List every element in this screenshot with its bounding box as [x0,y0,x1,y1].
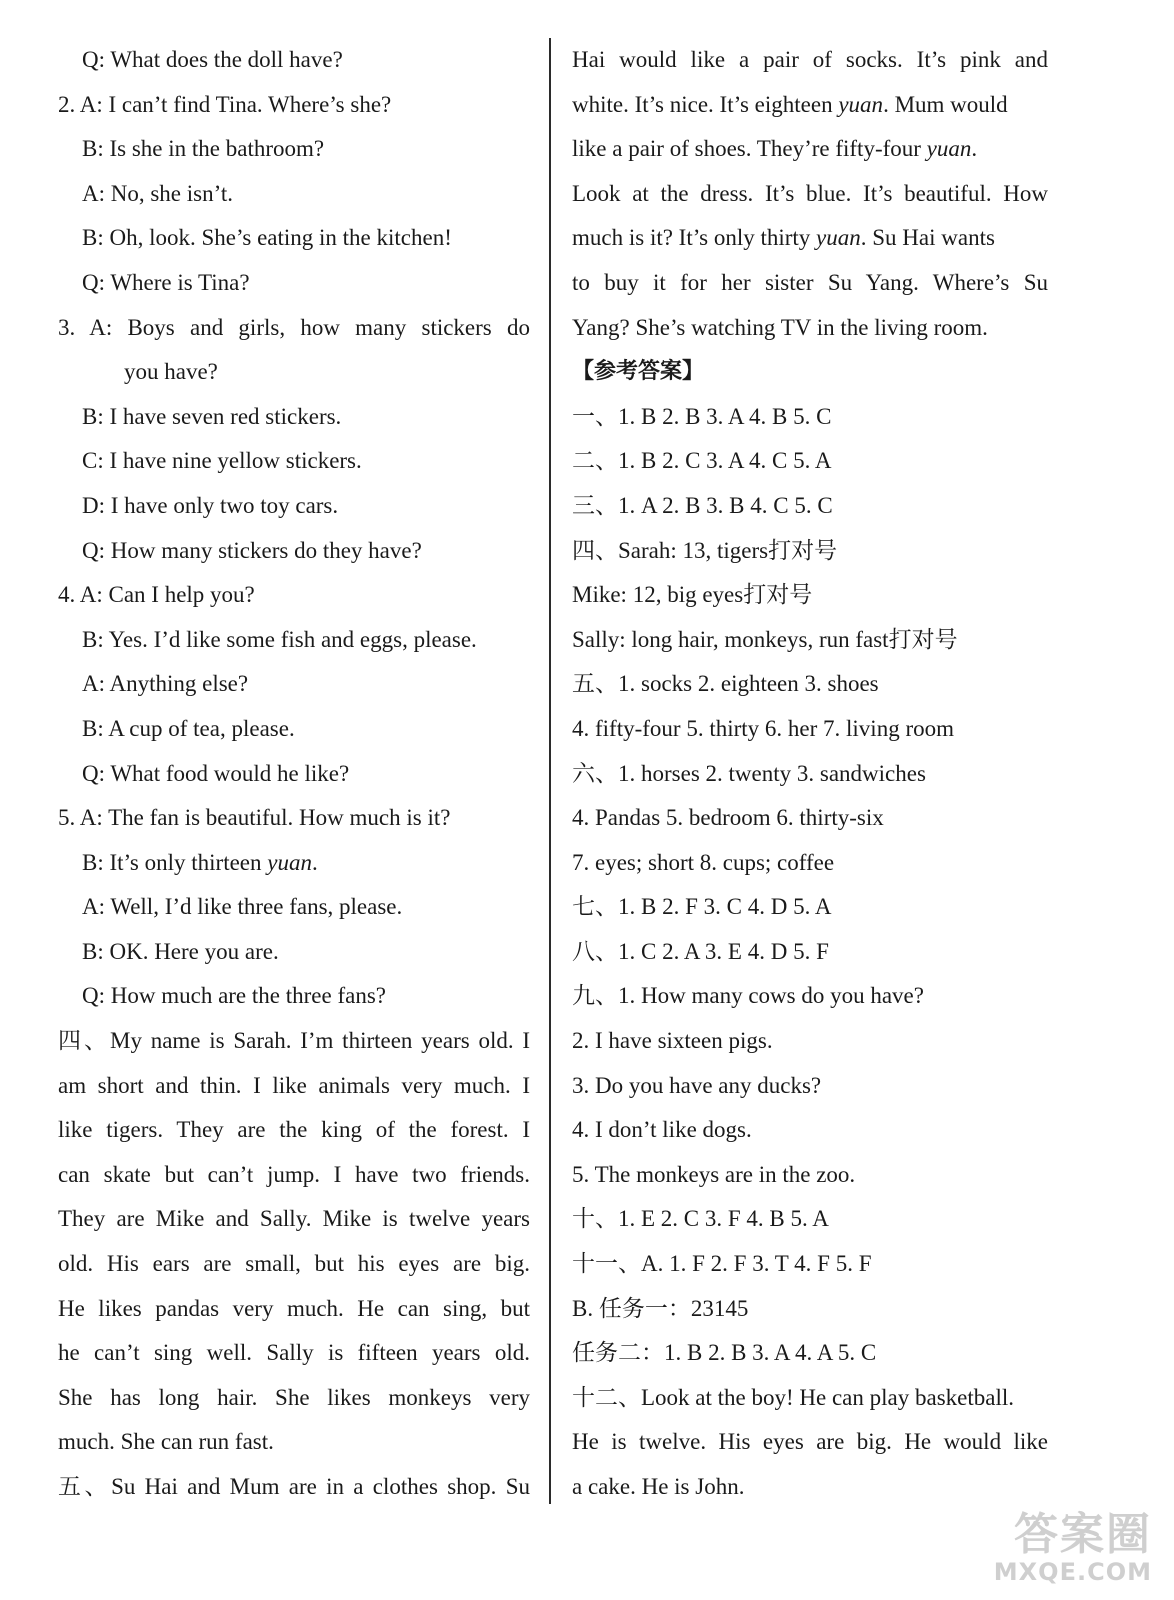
watermark-top-text: 答案圈 [1014,1509,1152,1560]
text-segment: Q: What does the doll have? [82,47,343,72]
text-segment: 4. A: Can I help you? [58,582,255,608]
text-segment: B: A cup of tea, please. [82,715,295,741]
text-segment: to buy it for her sister Su Yang. Where’s Su [572,269,1048,295]
text-line [58,395,530,440]
text-line [572,306,1048,351]
text-segment: Yang? She’s watching TV in the living room. [572,314,988,340]
text-segment: 一、1. B 2. B 3. A 4. B 5. C [572,403,832,429]
text-segment: Q: How much are the three fans? [82,983,386,1009]
text-line [58,1108,530,1153]
text-line [58,930,530,975]
text-segment: He likes pandas very much. He can sing, but [58,1295,530,1321]
text-segment: They are Mike and Sally. Mike is twelve years [58,1206,530,1232]
text-segment: D: I have only two toy cars. [82,492,339,518]
text-line [572,395,1048,440]
text-line [58,1420,530,1465]
text-segment: Q: Where is Tina? [82,269,250,295]
left-column [58,38,530,1510]
text-segment: like tigers. They are the king of the forest. I [58,1117,530,1143]
text-line [58,885,530,930]
text-segment: B. 任务一：23145 [572,1295,749,1321]
text-segment: a cake. He is John. [572,1474,745,1499]
text-segment: B: OK. Here you are. [82,938,279,964]
text-line [572,885,1048,930]
text-line [58,484,530,529]
text-segment: you have? [124,359,218,385]
text-segment: 十二、Look at the boy! He can play basketball. [572,1384,1014,1410]
text-line [572,662,1048,707]
text-line [58,1153,530,1198]
text-segment: B: Yes. I’d like some fish and eggs, please. [82,626,477,652]
text-segment: 5. A: The fan is beautiful. How much is it? [58,805,451,831]
text-segment: 4. I don’t like dogs. [572,1117,752,1143]
text-line [58,752,530,797]
text-segment: 4. Pandas 5. bedroom 6. thirty-six [572,805,884,831]
text-segment: B: Oh, look. She’s eating in the kitchen! [82,225,452,251]
text-line [58,1197,530,1242]
text-line [572,38,1048,83]
text-segment: much is it? It’s only thirty [572,225,817,251]
text-segment: old. His ears are small, but his eyes are big. [58,1251,530,1277]
text-line [572,127,1048,172]
text-line [58,1465,530,1510]
text-line [572,1242,1048,1287]
text-line [572,841,1048,886]
text-segment: Q: What food would he like? [82,760,350,786]
text-line [58,1331,530,1376]
italic-word: yuan [926,136,972,162]
text-line [58,306,530,351]
text-line [58,439,530,484]
text-segment: 九、1. How many cows do you have? [572,983,924,1009]
text-segment: can skate but can’t jump. I have two friends. [58,1161,530,1187]
text-segment: much. She can run fast. [58,1429,274,1455]
text-segment: 三、1. A 2. B 3. B 4. C 5. C [572,492,833,518]
text-line [572,1019,1048,1064]
text-line [58,662,530,707]
text-line [572,1465,1048,1510]
text-line [572,1331,1048,1376]
text-segment: 五、Su Hai and Mum are in a clothes shop. Su [58,1474,530,1499]
text-segment: 【参考答案】 [572,359,705,385]
text-line [572,1420,1048,1465]
text-segment: A: Anything else? [82,671,249,697]
text-line [58,1019,530,1064]
text-segment: 7. eyes; short 8. cups; coffee [572,849,835,875]
text-line [58,1376,530,1421]
text-line [58,1287,530,1332]
column-divider [549,38,551,1504]
text-segment: 任务二：1. B 2. B 3. A 4. A 5. C [572,1340,877,1366]
text-line [572,216,1048,261]
text-segment: 五、1. socks 2. eighteen 3. shoes [572,671,879,697]
text-segment: . Mum would [883,91,1008,117]
text-line [58,38,530,83]
text-segment: B: Is she in the bathroom? [82,136,325,162]
text-segment: 十、1. E 2. C 3. F 4. B 5. A [572,1206,829,1232]
text-line [572,796,1048,841]
text-segment: 六、1. horses 2. twenty 3. sandwiches [572,760,926,786]
text-line [572,930,1048,975]
text-segment: 四、Sarah: 13, tigers打对号 [572,537,838,563]
text-line [572,439,1048,484]
text-segment: She has long hair. She likes monkeys very [58,1384,530,1410]
text-line [572,350,1048,395]
text-line [572,573,1048,618]
text-line [572,1376,1048,1421]
text-segment: 七、1. B 2. F 3. C 4. D 5. A [572,894,832,920]
watermark-bottom-text: MXQE.COM [993,1558,1152,1586]
text-segment: B: It’s only thirteen [82,849,268,875]
text-segment: He is twelve. His eyes are big. He would like [572,1429,1048,1455]
text-line [58,83,530,128]
text-segment: . Su Hai wants [860,225,995,251]
text-segment: 2. I have sixteen pigs. [572,1028,773,1054]
text-segment: white. It’s nice. It’s eighteen [572,91,839,117]
text-segment: 八、1. C 2. A 3. E 4. D 5. F [572,938,829,964]
text-line [572,618,1048,663]
italic-word: yuan [267,849,312,875]
text-line [572,1064,1048,1109]
text-line [572,484,1048,529]
text-line [58,216,530,261]
text-segment: Sally: long hair, monkeys, run fast打对号 [572,626,958,652]
italic-word: yuan [816,225,861,251]
text-line [58,707,530,752]
text-segment: . [971,136,978,162]
text-line [572,1287,1048,1332]
text-line [572,529,1048,574]
text-line [58,573,530,618]
text-line [572,261,1048,306]
text-line [58,1064,530,1109]
text-line [572,172,1048,217]
text-segment: 4. fifty-four 5. thirty 6. her 7. living room [572,715,954,741]
text-line [58,796,530,841]
text-segment: A: No, she isn’t. [82,180,233,206]
text-line [572,974,1048,1019]
text-line [58,350,530,395]
text-line [58,974,530,1019]
text-segment: 3. Do you have any ducks? [572,1072,822,1098]
text-segment: am short and thin. I like animals very much. I [58,1072,530,1098]
text-segment: C: I have nine yellow stickers. [82,448,362,474]
text-line [572,1153,1048,1198]
text-segment: 二、1. B 2. C 3. A 4. C 5. A [572,448,832,474]
text-segment: he can’t sing well. Sally is fifteen years old. [58,1340,530,1366]
text-line [58,1242,530,1287]
watermark-logo [952,1509,1152,1592]
text-segment: Q: How many stickers do they have? [82,537,422,563]
text-segment: Mike: 12, big eyes打对号 [572,582,813,608]
text-segment: 十一、A. 1. F 2. F 3. T 4. F 5. F [572,1251,872,1277]
text-line [58,261,530,306]
text-segment: Look at the dress. It’s blue. It’s beautiful. How [572,180,1048,206]
text-line [58,529,530,574]
italic-word: yuan [838,91,884,117]
text-line [58,618,530,663]
text-line [58,127,530,172]
text-line [572,752,1048,797]
text-segment: 3. A: Boys and girls, how many stickers do [58,314,530,340]
text-segment: 四、My name is Sarah. I’m thirteen years old. I [58,1028,530,1054]
text-segment: A: Well, I’d like three fans, please. [82,894,403,920]
text-segment: B: I have seven red stickers. [82,403,342,429]
text-line [58,172,530,217]
text-line [572,1108,1048,1153]
right-column [572,38,1048,1510]
text-segment: like a pair of shoes. They’re fifty-four [572,136,927,162]
text-line [572,707,1048,752]
text-segment: 2. A: I can’t find Tina. Where’s she? [58,91,392,117]
text-line [572,83,1048,128]
text-line [58,841,530,886]
text-segment: 5. The monkeys are in the zoo. [572,1161,856,1187]
text-line [572,1197,1048,1242]
text-segment: . [311,849,318,875]
text-segment: Hai would like a pair of socks. It’s pink and [572,47,1048,72]
